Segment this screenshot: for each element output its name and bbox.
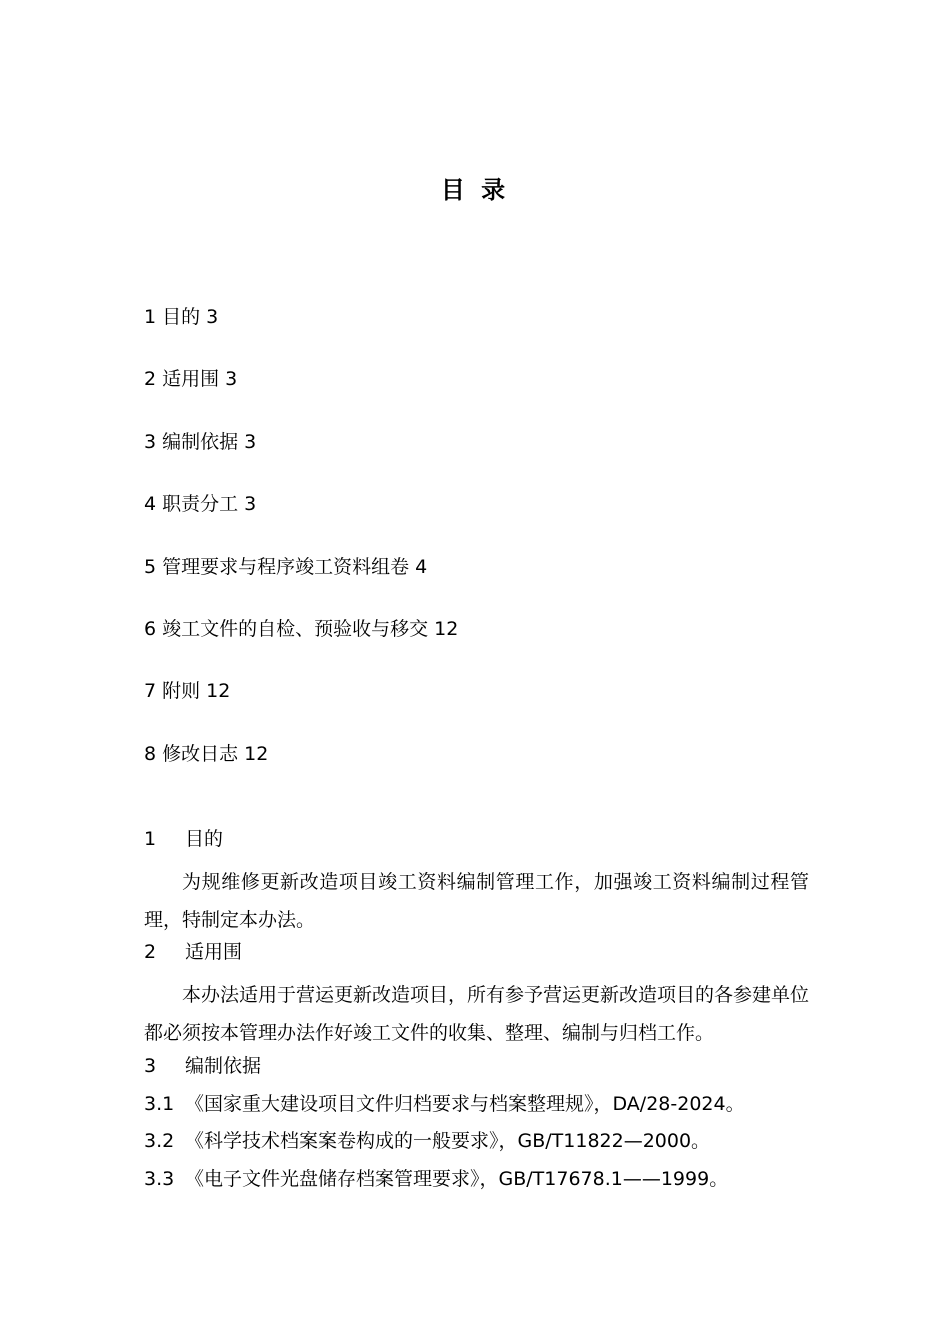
- reference-number: 3.3: [144, 1168, 175, 1191]
- section-title: 适用围: [185, 941, 243, 964]
- paragraph-scope: 本办法适用于营运更新改造项目，所有参予营运更新改造项目的各参建单位都必须按本管理办法作好竣工文件的收集、整理、编制与归档工作。: [144, 984, 810, 1044]
- section-number: 3: [144, 1054, 157, 1077]
- table-of-contents: [144, 304, 824, 803]
- toc-item[interactable]: 1 目的 3: [144, 306, 219, 328]
- toc-item[interactable]: 7 附则 12: [144, 680, 231, 703]
- toc-item[interactable]: 8 修改日志 12: [144, 742, 269, 765]
- reference-text: 《电子文件光盘储存档案管理要求》，GB/T17678.1——1999。: [185, 1168, 729, 1191]
- reference-number: 3.2: [144, 1130, 175, 1153]
- toc-title: 目 录: [440, 176, 510, 204]
- toc-item[interactable]: 3 编制依据 3: [144, 430, 257, 453]
- reference-item: [144, 1128, 809, 1166]
- toc-item[interactable]: 6 竣工文件的自检、预验收与移交 12: [144, 617, 459, 640]
- reference-item: [144, 1166, 809, 1204]
- reference-number: 3.1: [144, 1092, 175, 1115]
- section-heading-purpose: [144, 826, 809, 864]
- section-number: 1: [144, 828, 157, 850]
- section-heading-scope: [144, 939, 809, 977]
- reference-item: [144, 1091, 809, 1129]
- document-body: [144, 826, 809, 1204]
- section-title: 目的: [185, 828, 224, 850]
- toc-item[interactable]: 4 职责分工 3: [144, 493, 257, 516]
- section-heading-basis: [144, 1053, 809, 1091]
- section-title: 编制依据: [185, 1054, 262, 1077]
- toc-item[interactable]: 5 管理要求与程序竣工资料组卷 4: [144, 555, 428, 578]
- toc-item[interactable]: 2 适用围 3: [144, 368, 238, 391]
- reference-text: 《科学技术档案案卷构成的一般要求》，GB/T11822—2000。: [185, 1130, 711, 1153]
- paragraph-purpose: 为规维修更新改造项目竣工资料编制管理工作，加强竣工资料编制过程管理，特制定本办法。: [144, 870, 809, 931]
- reference-text: 《国家重大建设项目文件归档要求与档案整理规》，DA/28-2024。: [185, 1092, 745, 1115]
- section-number: 2: [144, 941, 157, 964]
